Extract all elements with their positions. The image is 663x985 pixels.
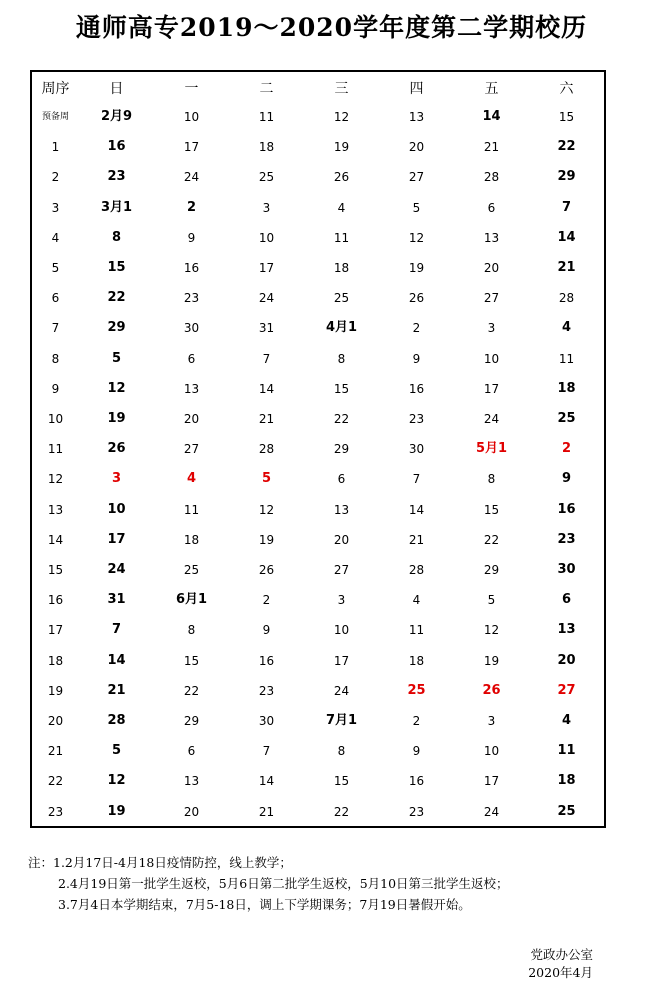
date-cell: 5 — [261, 471, 272, 487]
date-cell: 30 — [183, 321, 200, 336]
date-cell: 11 — [258, 110, 275, 124]
week-number: 20 — [47, 714, 64, 728]
table-row — [32, 678, 604, 704]
date-cell: 24 — [107, 562, 126, 577]
week-number: 13 — [47, 502, 64, 517]
date-cell: 15 — [558, 110, 575, 124]
week-number: 10 — [47, 412, 64, 426]
date-cell: 6 — [487, 200, 496, 215]
column-header: 六 — [559, 81, 574, 97]
date-cell: 25 — [557, 803, 576, 819]
table-row — [32, 497, 604, 523]
date-cell: 26 — [333, 170, 350, 185]
date-cell: 13 — [408, 110, 425, 124]
date-cell: 2 — [412, 714, 421, 728]
date-cell: 17 — [258, 261, 275, 275]
date-cell: 6 — [187, 351, 196, 366]
date-cell: 21 — [483, 140, 500, 155]
date-cell: 22 — [333, 804, 350, 819]
date-cell: 3月1 — [100, 199, 133, 215]
date-cell: 5月1 — [475, 441, 508, 457]
date-cell: 7 — [262, 744, 271, 759]
table-row — [32, 527, 604, 553]
date-cell: 4 — [186, 471, 197, 487]
date-cell: 9 — [412, 351, 421, 366]
week-number: 7 — [51, 321, 60, 336]
date-cell: 29 — [483, 563, 500, 577]
table-row — [32, 225, 604, 251]
table-row — [32, 376, 604, 402]
date-cell: 13 — [183, 381, 200, 396]
week-number: 8 — [51, 351, 60, 366]
date-cell: 27 — [557, 682, 576, 698]
date-cell: 5 — [487, 593, 496, 608]
date-cell: 12 — [408, 230, 425, 245]
week-number: 14 — [47, 532, 64, 547]
date-cell: 21 — [408, 532, 425, 547]
date-cell: 24 — [483, 804, 500, 819]
table-row — [32, 799, 604, 825]
date-cell: 3 — [111, 471, 122, 487]
date-cell: 2 — [561, 441, 572, 457]
date-cell: 9 — [412, 744, 421, 759]
week-number: 16 — [47, 593, 64, 608]
date-cell: 19 — [408, 261, 425, 275]
date-cell: 6 — [561, 592, 572, 608]
week-number: 预备周 — [41, 112, 69, 122]
date-cell: 29 — [183, 714, 200, 728]
date-cell: 19 — [258, 532, 275, 547]
date-cell: 4月1 — [325, 320, 358, 336]
date-cell: 15 — [333, 381, 350, 396]
date-cell: 29 — [333, 442, 350, 457]
table-row — [32, 104, 604, 130]
table-row — [32, 315, 604, 341]
date-cell: 6月1 — [175, 592, 208, 608]
table-row — [32, 285, 604, 311]
date-cell: 16 — [183, 261, 200, 275]
date-cell: 27 — [183, 442, 200, 457]
date-cell: 30 — [557, 562, 576, 577]
note-line-1: 注：1.2月17日-4月18日疫情防控，线上教学； — [28, 855, 292, 870]
date-cell: 14 — [258, 774, 275, 789]
date-cell: 14 — [258, 381, 275, 396]
date-cell: 28 — [107, 713, 126, 728]
table-row — [32, 346, 604, 372]
date-cell: 15 — [107, 260, 126, 275]
date-cell: 25 — [333, 291, 350, 306]
date-cell: 17 — [483, 774, 500, 789]
date-cell: 4 — [561, 713, 572, 728]
date-cell: 17 — [183, 140, 200, 155]
date-cell: 14 — [557, 229, 576, 245]
date-cell: 12 — [258, 502, 275, 517]
date-cell: 18 — [557, 380, 576, 396]
date-cell: 13 — [183, 774, 200, 789]
date-cell: 7月1 — [325, 713, 358, 728]
date-cell: 16 — [557, 501, 576, 517]
table-row — [32, 466, 604, 492]
column-header: 日 — [109, 81, 124, 97]
date-cell: 14 — [408, 502, 425, 517]
calendar-table — [30, 70, 606, 828]
date-cell: 12 — [483, 623, 500, 638]
date-cell: 22 — [333, 412, 350, 426]
date-cell: 19 — [107, 411, 126, 426]
week-number: 4 — [51, 230, 60, 245]
date-cell: 3 — [337, 593, 346, 608]
week-number: 15 — [47, 563, 64, 577]
signature-office: 党政办公室 — [530, 947, 593, 962]
date-cell: 11 — [333, 230, 350, 245]
week-number: 21 — [47, 744, 64, 759]
date-cell: 8 — [337, 744, 346, 759]
date-cell: 16 — [408, 381, 425, 396]
table-row — [32, 648, 604, 674]
table-row — [32, 406, 604, 432]
date-cell: 20 — [183, 412, 200, 426]
date-cell: 7 — [561, 199, 572, 215]
date-cell: 17 — [107, 531, 126, 547]
date-cell: 25 — [557, 411, 576, 426]
date-cell: 16 — [107, 139, 126, 155]
date-cell: 10 — [483, 351, 500, 366]
date-cell: 21 — [258, 412, 275, 426]
week-number: 11 — [47, 442, 64, 457]
date-cell: 31 — [258, 321, 275, 336]
week-number: 22 — [47, 774, 64, 789]
table-row — [32, 436, 604, 462]
table-row — [32, 557, 604, 583]
date-cell: 20 — [333, 532, 350, 547]
date-cell: 6 — [337, 472, 346, 487]
week-number: 23 — [47, 804, 64, 819]
notes — [28, 852, 509, 915]
column-header: 周序 — [41, 81, 70, 97]
week-number: 2 — [51, 170, 60, 185]
date-cell: 20 — [183, 804, 200, 819]
week-number: 1 — [51, 140, 60, 155]
date-cell: 10 — [483, 744, 500, 759]
table-row — [32, 134, 604, 160]
date-cell: 4 — [561, 320, 572, 336]
date-cell: 12 — [333, 110, 350, 124]
table-row — [32, 255, 604, 281]
date-cell: 12 — [107, 773, 126, 789]
date-cell: 13 — [333, 502, 350, 517]
date-cell: 16 — [408, 774, 425, 789]
date-cell: 26 — [482, 682, 501, 698]
date-cell: 3 — [262, 200, 271, 215]
date-cell: 15 — [483, 502, 500, 517]
date-cell: 7 — [262, 351, 271, 366]
date-cell: 9 — [561, 471, 572, 487]
date-cell: 8 — [111, 229, 122, 245]
date-cell: 12 — [107, 380, 126, 396]
date-cell: 21 — [258, 804, 275, 819]
date-cell: 11 — [558, 351, 575, 366]
note-line-2: 2.4月19日第一批学生返校，5月6日第二批学生返校，5月10日第三批学生返校； — [58, 876, 509, 891]
date-cell: 2 — [186, 199, 197, 215]
date-cell: 25 — [407, 682, 426, 698]
date-cell: 7 — [111, 622, 122, 638]
page-title: 通师高专2019～2020学年度第二学期校历 — [75, 13, 588, 42]
date-cell: 19 — [107, 803, 126, 819]
date-cell: 29 — [557, 169, 576, 185]
date-cell: 19 — [483, 653, 500, 668]
date-cell: 26 — [408, 291, 425, 306]
date-cell: 20 — [557, 652, 576, 668]
date-cell: 6 — [187, 744, 196, 759]
table-row — [32, 617, 604, 643]
date-cell: 22 — [557, 139, 576, 155]
signature — [528, 946, 593, 982]
week-number: 9 — [51, 381, 60, 396]
table-row — [32, 587, 604, 613]
date-cell: 29 — [107, 320, 126, 336]
date-cell: 27 — [483, 291, 500, 306]
date-cell: 28 — [558, 291, 575, 306]
date-cell: 8 — [337, 351, 346, 366]
date-cell: 3 — [487, 714, 496, 728]
date-cell: 24 — [483, 412, 500, 426]
table-row — [32, 164, 604, 190]
signature-date: 2020年4月 — [528, 965, 593, 980]
date-cell: 5 — [412, 200, 421, 215]
date-cell: 4 — [337, 200, 346, 215]
date-cell: 21 — [557, 260, 576, 275]
date-cell: 3 — [487, 321, 496, 336]
date-cell: 23 — [258, 683, 275, 698]
date-cell: 23 — [408, 804, 425, 819]
date-cell: 19 — [333, 140, 350, 155]
date-cell: 15 — [183, 653, 200, 668]
table-row — [32, 738, 604, 764]
date-cell: 31 — [107, 592, 126, 608]
date-cell: 28 — [258, 442, 275, 457]
date-cell: 28 — [408, 563, 425, 577]
date-cell: 23 — [557, 531, 576, 547]
date-cell: 17 — [333, 653, 350, 668]
date-cell: 11 — [183, 502, 200, 517]
date-cell: 8 — [487, 472, 496, 487]
date-cell: 30 — [408, 442, 425, 457]
week-number: 18 — [47, 653, 64, 668]
date-cell: 23 — [183, 291, 200, 306]
date-cell: 8 — [187, 623, 196, 638]
column-header: 一 — [184, 81, 199, 97]
date-cell: 5 — [111, 743, 122, 759]
date-cell: 10 — [258, 230, 275, 245]
column-header: 三 — [334, 81, 349, 97]
date-cell: 11 — [408, 623, 425, 638]
date-cell: 4 — [412, 593, 421, 608]
date-cell: 25 — [183, 563, 200, 577]
week-number: 3 — [51, 200, 60, 215]
date-cell: 7 — [412, 472, 421, 487]
week-number: 17 — [47, 623, 64, 638]
date-cell: 26 — [258, 563, 275, 577]
date-cell: 15 — [333, 774, 350, 789]
date-cell: 16 — [258, 653, 275, 668]
date-cell: 14 — [482, 109, 501, 124]
date-cell: 2 — [412, 321, 421, 336]
date-cell: 2 — [262, 593, 271, 608]
date-cell: 9 — [187, 230, 196, 245]
date-cell: 25 — [258, 170, 275, 185]
table-row — [32, 768, 604, 794]
date-cell: 18 — [408, 653, 425, 668]
date-cell: 9 — [262, 623, 271, 638]
date-cell: 10 — [183, 110, 200, 124]
date-cell: 5 — [111, 350, 122, 366]
date-cell: 13 — [483, 230, 500, 245]
date-cell: 20 — [408, 140, 425, 155]
date-cell: 2月9 — [100, 109, 133, 124]
column-header: 五 — [484, 81, 499, 97]
date-cell: 27 — [408, 170, 425, 185]
date-cell: 18 — [333, 261, 350, 275]
date-cell: 10 — [333, 623, 350, 638]
date-cell: 22 — [107, 290, 126, 306]
table-row — [32, 708, 604, 734]
date-cell: 22 — [483, 532, 500, 547]
date-cell: 13 — [557, 622, 576, 638]
week-number: 6 — [51, 291, 60, 306]
week-number: 12 — [47, 472, 64, 487]
date-cell: 26 — [107, 441, 126, 457]
date-cell: 30 — [258, 714, 275, 728]
note-line-3: 3.7月4日本学期结束，7月5-18日，调上下学期课务；7月19日暑假开始。 — [58, 897, 471, 912]
date-cell: 27 — [333, 563, 350, 577]
week-number: 19 — [47, 683, 64, 698]
date-cell: 18 — [183, 532, 200, 547]
week-number: 5 — [51, 261, 60, 275]
date-cell: 23 — [408, 412, 425, 426]
date-cell: 10 — [107, 501, 126, 517]
date-cell: 20 — [483, 261, 500, 275]
date-cell: 21 — [107, 682, 126, 698]
date-cell: 22 — [183, 683, 200, 698]
calendar-header-row — [32, 76, 604, 102]
date-cell: 28 — [483, 170, 500, 185]
date-cell: 18 — [557, 773, 576, 789]
date-cell: 24 — [258, 291, 275, 306]
date-cell: 17 — [483, 381, 500, 396]
table-row — [32, 195, 604, 221]
column-header: 四 — [409, 81, 424, 97]
date-cell: 14 — [107, 652, 126, 668]
date-cell: 11 — [557, 743, 576, 759]
date-cell: 18 — [258, 140, 275, 155]
date-cell: 23 — [107, 169, 126, 185]
date-cell: 24 — [183, 170, 200, 185]
column-header: 二 — [259, 81, 274, 97]
date-cell: 24 — [333, 683, 350, 698]
